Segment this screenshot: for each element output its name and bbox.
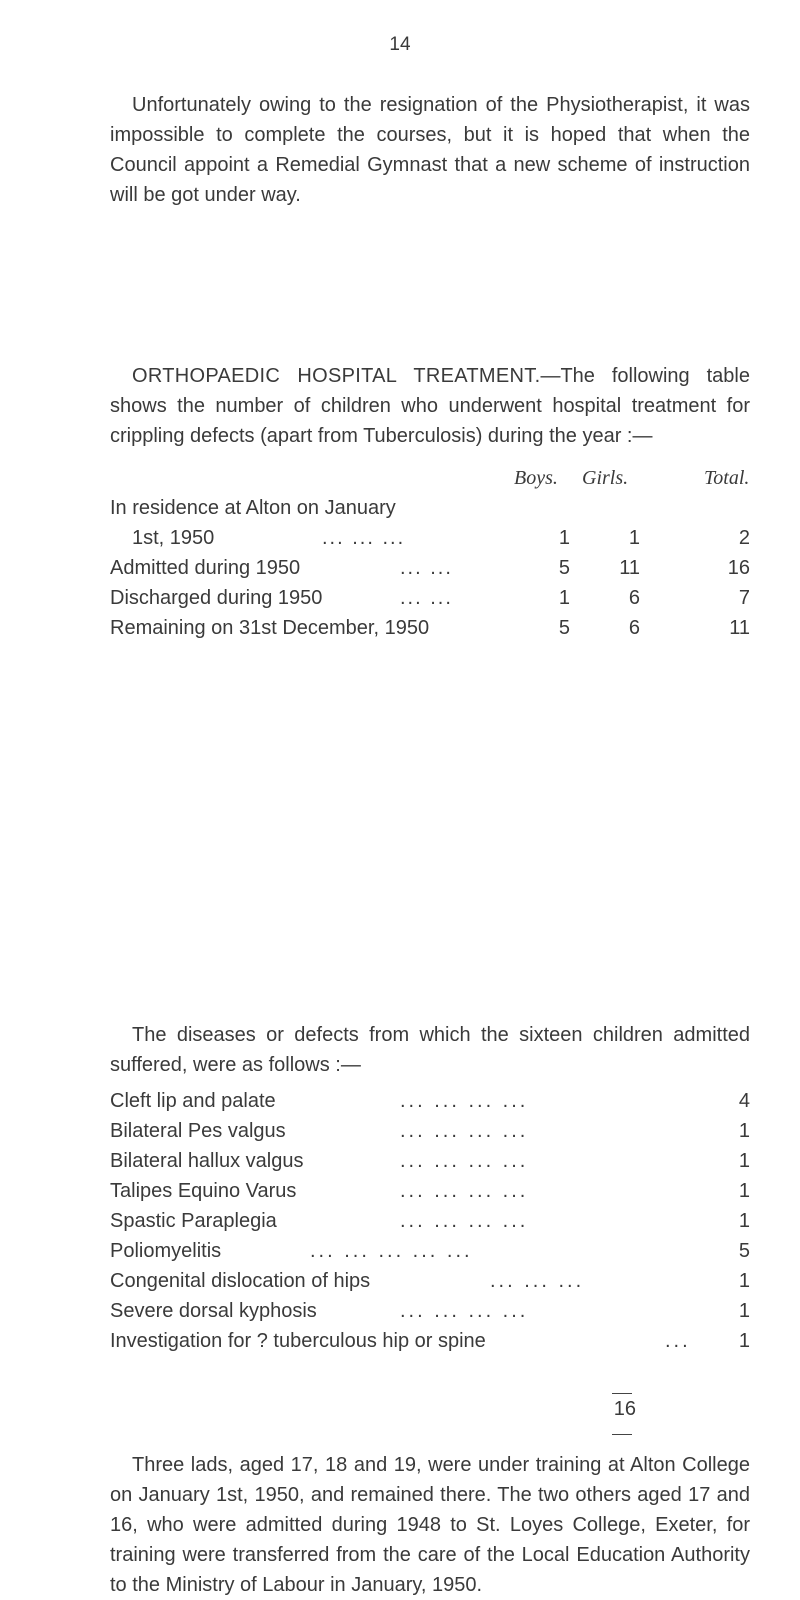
paragraph-training-lads: Three lads, aged 17, 18 and 19, were under training at Alton College on January 1st, 1950, and remained there. The two others aged 17 and 16, who were admitted during 1948 to St. Loyes College, Exeter, for training were transferred from the care of the Local Education Authority to the Ministry of Labour in January, 1950. xyxy=(110,1454,750,1596)
sum-rule-bottom xyxy=(612,1434,632,1435)
cell-boys: 1 xyxy=(558,587,570,609)
paragraph-diseases-intro: The diseases or defects from which the sixteen children admitted suffered, were as follows :— xyxy=(110,1024,750,1076)
list-item xyxy=(110,1240,760,1270)
list-item xyxy=(110,1300,760,1330)
leader-dots: ... ... ... ... xyxy=(400,1120,529,1142)
paragraph-orthopaedic-intro xyxy=(110,361,750,451)
table-row xyxy=(110,617,760,647)
leader-dots: ... ... ... ... ... xyxy=(310,1240,473,1262)
disease-label: Poliomyelitis xyxy=(110,1240,222,1262)
list-item xyxy=(110,1270,760,1300)
disease-label: Bilateral Pes valgus xyxy=(110,1120,286,1142)
table-row xyxy=(110,587,760,617)
section-heading: ORTHOPAEDIC HOSPITAL TREATMENT. xyxy=(132,365,541,387)
diseases-list xyxy=(110,1090,760,1360)
page-number: 14 xyxy=(389,34,411,55)
disease-label: Severe dorsal kyphosis xyxy=(110,1300,317,1322)
leader-dots: ... ... xyxy=(400,557,453,579)
row-label: Admitted during 1950 xyxy=(110,557,301,579)
disease-count: 1 xyxy=(738,1210,750,1232)
row-label: Remaining on 31st December, 1950 xyxy=(110,617,430,639)
disease-label: Spastic Paraplegia xyxy=(110,1210,277,1232)
cell-total: 2 xyxy=(738,527,750,549)
disease-count: 1 xyxy=(738,1330,750,1352)
cell-total: 11 xyxy=(729,617,750,639)
list-item xyxy=(110,1090,760,1120)
list-item xyxy=(110,1150,760,1180)
header-boys: Boys. xyxy=(514,467,558,489)
disease-label: Bilateral hallux valgus xyxy=(110,1150,304,1172)
list-item xyxy=(110,1210,760,1240)
diseases-total: 16 xyxy=(613,1398,636,1420)
leader-dots: ... ... ... ... xyxy=(400,1210,529,1232)
disease-count: 1 xyxy=(738,1180,750,1202)
table-row xyxy=(110,557,760,587)
cell-boys: 5 xyxy=(558,617,570,639)
cell-total: 16 xyxy=(727,557,750,579)
cell-boys: 5 xyxy=(558,557,570,579)
disease-count: 1 xyxy=(738,1150,750,1172)
leader-dots: ... ... ... ... xyxy=(400,1150,529,1172)
header-girls: Girls. xyxy=(582,467,629,489)
disease-label: Cleft lip and palate xyxy=(110,1090,276,1112)
cell-girls: 6 xyxy=(628,617,640,639)
leader-dots: ... ... xyxy=(400,587,453,609)
disease-count: 5 xyxy=(738,1240,750,1262)
leader-dots: ... ... ... ... xyxy=(400,1180,529,1202)
disease-label: Investigation for ? tuberculous hip or spine xyxy=(110,1330,486,1352)
leader-dots: ... ... ... ... xyxy=(400,1090,529,1112)
table-row xyxy=(110,527,760,557)
disease-label: Congenital dislocation of hips xyxy=(110,1270,371,1292)
disease-count: 1 xyxy=(738,1300,750,1322)
leader-dots: ... ... ... ... xyxy=(400,1300,529,1322)
leader-dots: ... ... ... xyxy=(322,527,406,549)
leader-dots: ... xyxy=(665,1330,691,1352)
paragraph-orthopaedic-body: —The following table shows the number of children who underwent hospital treatment for crippling defects (apart from Tuberculosis) during the year :— xyxy=(110,365,750,447)
treatment-table xyxy=(110,467,760,647)
sum-rule-top xyxy=(612,1393,632,1394)
header-total: Total. xyxy=(704,467,750,489)
table-row-residence-line1 xyxy=(110,497,760,527)
disease-count: 1 xyxy=(738,1120,750,1142)
disease-count: 1 xyxy=(738,1270,750,1292)
row-label: 1st, 1950 xyxy=(132,527,215,549)
cell-total: 7 xyxy=(738,587,750,609)
list-item xyxy=(110,1120,760,1150)
row-label: In residence at Alton on January xyxy=(110,497,396,519)
cell-boys: 1 xyxy=(558,527,570,549)
paragraph-physiotherapist: Unfortunately owing to the resignation of the Physiotherapist, it was impossible to complete the courses, but it is hoped that when the Council appoint a Remedial Gymnast that a new scheme of instruction will be got under way. xyxy=(110,94,750,206)
leader-dots: ... ... ... xyxy=(490,1270,585,1292)
row-label: Discharged during 1950 xyxy=(110,587,323,609)
table-header-row xyxy=(110,467,760,497)
cell-girls: 11 xyxy=(619,557,640,579)
disease-label: Talipes Equino Varus xyxy=(110,1180,297,1202)
list-item xyxy=(110,1180,760,1210)
cell-girls: 6 xyxy=(628,587,640,609)
list-item xyxy=(110,1330,760,1360)
disease-count: 4 xyxy=(738,1090,750,1112)
cell-girls: 1 xyxy=(628,527,640,549)
